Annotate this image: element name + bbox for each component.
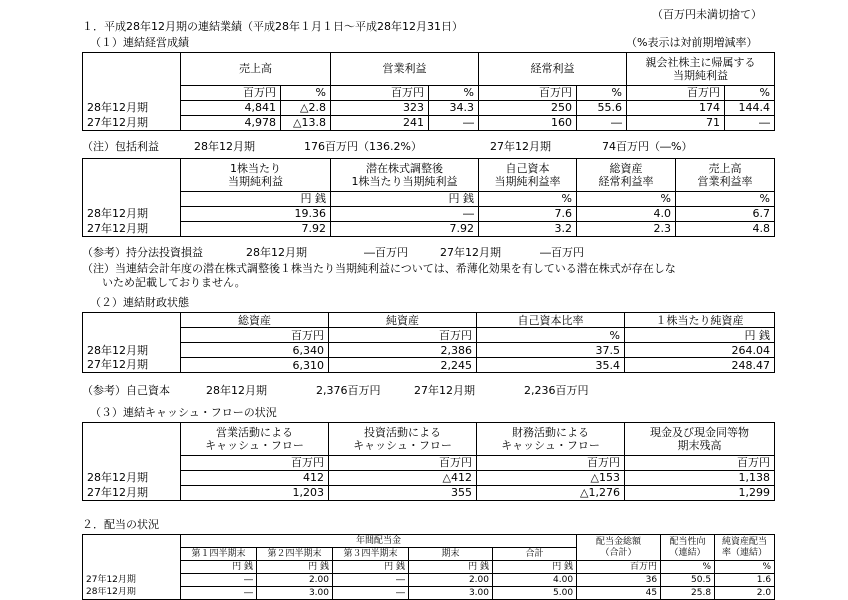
unit-cell: %	[479, 191, 577, 206]
table-cell: 2.3	[577, 221, 676, 236]
fp-header-net-assets: 純資産	[329, 313, 477, 328]
table-row	[83, 343, 775, 358]
div-corner	[83, 535, 181, 561]
comprehensive-label: （注）包括利益	[82, 140, 159, 153]
unit-cell: 円 銭	[181, 561, 257, 574]
section1-1-title: （１）連結経営成績	[90, 36, 189, 49]
table-cell: 4,978	[181, 115, 281, 130]
per-share-header-roa	[577, 159, 676, 192]
unit-cell: 円 銭	[257, 561, 333, 574]
div-header-q2: 第２四半期末	[257, 548, 333, 561]
unit-cell: 円 銭	[625, 328, 775, 343]
table-row	[83, 221, 775, 236]
table-row	[83, 470, 775, 485]
table-cell: ―	[725, 115, 775, 130]
fp-header-bps: １株当たり純資産	[625, 313, 775, 328]
table-row	[83, 485, 775, 500]
div-header-payout	[661, 535, 715, 561]
unit-cell: %	[676, 191, 775, 206]
row-label: 27年12月期	[83, 221, 181, 236]
unit-cell: 百万円	[181, 455, 329, 470]
table-cell: 5.00	[493, 587, 577, 600]
table-row	[83, 206, 775, 221]
table-cell: 7.92	[331, 221, 479, 236]
fp-header-total-assets: 総資産	[181, 313, 329, 328]
comprehensive-value-2: 74百万円（―%）	[602, 140, 693, 153]
table-cell: 6,340	[181, 343, 329, 358]
header-line: 現金及び現金同等物	[650, 425, 749, 439]
comprehensive-value-1: 176百万円（136.2%）	[304, 140, 422, 153]
row-label: 28年12月期	[83, 206, 181, 221]
table-cell: 19.36	[181, 206, 331, 221]
table-cell: 323	[331, 100, 429, 115]
financial-position-table	[82, 312, 775, 373]
table-cell: 144.4	[725, 100, 775, 115]
header-line: 1株当たり当期純利益	[351, 174, 458, 188]
table-cell: 2.00	[257, 574, 333, 587]
header-line: 営業利益率	[697, 174, 753, 188]
unit-cell: 百万円	[627, 85, 725, 100]
equity-method-period-1: 28年12月期	[246, 246, 307, 259]
table-row	[83, 115, 775, 130]
table-cell: 6,310	[181, 358, 329, 373]
table-cell: △13.8	[281, 115, 331, 130]
header-line: 純資産配当	[722, 536, 768, 547]
unit-cell: 百万円	[331, 85, 429, 100]
per-share-header-roe	[479, 159, 577, 192]
per-share-unit-blank	[83, 191, 181, 206]
unit-cell: 百万円	[479, 85, 577, 100]
fp-unit-blank	[83, 328, 181, 343]
unit-cell: %	[577, 85, 627, 100]
cash-flow-table	[82, 422, 775, 501]
section1-title: １．平成28年12月期の連結業績（平成28年１月１日～平成28年12月31日）	[82, 20, 463, 33]
table-cell: △412	[329, 470, 477, 485]
table-row	[83, 100, 775, 115]
header-line: 潜在株式調整後	[366, 161, 443, 175]
header-line: （連結）	[669, 547, 706, 558]
cf-header-operating	[181, 423, 329, 456]
table-cell: 4.8	[676, 221, 775, 236]
table-cell: 34.3	[429, 100, 479, 115]
equity-ref-value-2: 2,236百万円	[524, 384, 589, 397]
table-cell: 1,299	[625, 485, 775, 500]
header-line: 財務活動による	[512, 425, 589, 439]
results-table	[82, 52, 775, 131]
table-cell: 1,138	[625, 470, 775, 485]
table-cell: 3.2	[479, 221, 577, 236]
div-header-q3: 第３四半期末	[333, 548, 409, 561]
table-cell: 4,841	[181, 100, 281, 115]
cf-header-financing	[477, 423, 625, 456]
table-cell: 6.7	[676, 206, 775, 221]
results-header-net-line2: 当期純利益	[673, 68, 728, 82]
table-cell: 250	[479, 100, 577, 115]
table-cell: 37.5	[477, 343, 625, 358]
equity-ref-period-2: 27年12月期	[414, 384, 475, 397]
table-cell: ―	[429, 115, 479, 130]
div-header-q1: 第１四半期末	[181, 548, 257, 561]
table-cell: ―	[181, 574, 257, 587]
table-cell: ―	[577, 115, 627, 130]
unit-cell: %	[477, 328, 625, 343]
financial-position-title: （２）連結財政状態	[90, 296, 189, 309]
header-line: 期末残高	[677, 438, 722, 452]
div-header-total-amount	[577, 535, 661, 561]
results-header-ordinary: 経常利益	[479, 53, 627, 86]
row-label: 27年12月期	[83, 574, 181, 587]
comprehensive-period-2: 27年12月期	[490, 140, 551, 153]
note2-line2: いため記載しておりません。	[102, 276, 246, 289]
row-label: 28年12月期	[83, 470, 181, 485]
header-line: 1株当たり	[230, 161, 281, 175]
table-cell: 45	[577, 587, 661, 600]
table-cell: 7.92	[181, 221, 331, 236]
table-cell: 3.00	[409, 587, 493, 600]
cf-header-cash-balance	[625, 423, 775, 456]
row-label: 27年12月期	[83, 358, 181, 373]
table-cell: 4.0	[577, 206, 676, 221]
row-label: 28年12月期	[83, 343, 181, 358]
table-cell: 2.00	[409, 574, 493, 587]
pct-note: （%表示は対前期増減率）	[626, 36, 758, 49]
results-corner	[83, 53, 181, 86]
table-cell: 36	[577, 574, 661, 587]
results-unit-blank	[83, 85, 181, 100]
header-line: （合計）	[600, 547, 637, 558]
results-header-sales: 売上高	[181, 53, 331, 86]
comprehensive-period-1: 28年12月期	[194, 140, 255, 153]
cf-header-investing	[329, 423, 477, 456]
note2-line1: （注）当連結会計年度の潜在株式調整後１株当たり当期純利益については、希薄化効果を有している潜在株式が存在しな	[82, 262, 676, 275]
header-line: 率（連結）	[722, 547, 768, 558]
unit-note: （百万円未満切捨て）	[652, 8, 762, 21]
table-cell: 4.00	[493, 574, 577, 587]
table-cell: 241	[331, 115, 429, 130]
table-cell: 174	[627, 100, 725, 115]
header-line: 投資活動による	[364, 425, 441, 439]
unit-cell: %	[725, 85, 775, 100]
cf-unit-blank	[83, 455, 181, 470]
table-cell: 412	[181, 470, 329, 485]
fp-header-equity-ratio: 自己資本比率	[477, 313, 625, 328]
table-cell: 2.0	[715, 587, 775, 600]
table-row	[83, 574, 775, 587]
header-line: 自己資本	[505, 161, 550, 175]
per-share-corner	[83, 159, 181, 192]
unit-cell: %	[577, 191, 676, 206]
per-share-header-margin	[676, 159, 775, 192]
results-header-net-line1: 親会社株主に帰属する	[645, 55, 756, 69]
unit-cell: 円 銭	[331, 191, 479, 206]
table-row	[83, 587, 775, 600]
table-cell: 3.00	[257, 587, 333, 600]
equity-ref-value-1: 2,376百万円	[316, 384, 381, 397]
per-share-header-eps	[181, 159, 331, 192]
unit-cell: 円 銭	[333, 561, 409, 574]
header-line: 売上高	[708, 161, 742, 175]
header-line: キャッシュ・フロー	[353, 438, 452, 452]
table-cell: △2.8	[281, 100, 331, 115]
table-cell: ―	[181, 587, 257, 600]
unit-cell: 百万円	[477, 455, 625, 470]
table-cell: 35.4	[477, 358, 625, 373]
table-cell: 7.6	[479, 206, 577, 221]
div-unit-blank	[83, 561, 181, 574]
div-header-year-end: 期末	[409, 548, 493, 561]
table-cell: 2,386	[329, 343, 477, 358]
equity-method-value-2: ―百万円	[540, 246, 584, 259]
table-cell: 248.47	[625, 358, 775, 373]
header-line: 総資産	[609, 161, 643, 175]
header-line: キャッシュ・フロー	[501, 438, 600, 452]
results-header-net	[627, 53, 775, 86]
results-header-operating: 営業利益	[331, 53, 479, 86]
unit-cell: %	[715, 561, 775, 574]
equity-ref-period-1: 28年12月期	[206, 384, 267, 397]
table-cell: 264.04	[625, 343, 775, 358]
div-header-annual: 年間配当金	[181, 535, 577, 548]
unit-cell: %	[281, 85, 331, 100]
unit-cell: 百万円	[329, 328, 477, 343]
per-share-table	[82, 158, 775, 237]
header-line: 経常利益率	[598, 174, 654, 188]
table-cell: 1,203	[181, 485, 329, 500]
table-cell: △153	[477, 470, 625, 485]
row-label: 27年12月期	[83, 485, 181, 500]
table-cell: ―	[331, 206, 479, 221]
header-line: 配当性向	[669, 536, 706, 547]
table-cell: 160	[479, 115, 577, 130]
unit-cell: 円 銭	[409, 561, 493, 574]
header-line: 配当金総額	[596, 536, 642, 547]
dividends-title: ２．配当の状況	[82, 518, 159, 531]
table-cell: 1.6	[715, 574, 775, 587]
div-header-total: 合計	[493, 548, 577, 561]
div-header-ratio	[715, 535, 775, 561]
header-line: 当期純利益	[228, 174, 283, 188]
dividends-table	[82, 534, 775, 600]
unit-cell: 百万円	[329, 455, 477, 470]
row-label: 27年12月期	[83, 115, 181, 130]
table-row	[83, 358, 775, 373]
unit-cell: %	[429, 85, 479, 100]
row-label: 28年12月期	[83, 100, 181, 115]
table-cell: 50.5	[661, 574, 715, 587]
table-cell: ―	[333, 574, 409, 587]
unit-cell: 百万円	[625, 455, 775, 470]
unit-cell: 百万円	[577, 561, 661, 574]
header-line: キャッシュ・フロー	[205, 438, 304, 452]
equity-ref-label: （参考）自己資本	[82, 384, 170, 397]
unit-cell: %	[661, 561, 715, 574]
unit-cell: 円 銭	[493, 561, 577, 574]
equity-method-period-2: 27年12月期	[440, 246, 501, 259]
unit-cell: 百万円	[181, 85, 281, 100]
equity-method-value-1: ―百万円	[364, 246, 408, 259]
equity-method-label: （参考）持分法投資損益	[82, 246, 203, 259]
table-cell: 355	[329, 485, 477, 500]
table-cell: ―	[333, 587, 409, 600]
cash-flow-title: （３）連結キャッシュ・フローの状況	[90, 406, 277, 419]
table-cell: 71	[627, 115, 725, 130]
row-label: 28年12月期	[83, 587, 181, 600]
table-cell: 2,245	[329, 358, 477, 373]
header-line: 営業活動による	[216, 425, 293, 439]
table-cell: △1,276	[477, 485, 625, 500]
header-line: 当期純利益率	[494, 174, 561, 188]
per-share-header-diluted	[331, 159, 479, 192]
table-cell: 55.6	[577, 100, 627, 115]
fp-corner	[83, 313, 181, 328]
cf-corner	[83, 423, 181, 456]
unit-cell: 円 銭	[181, 191, 331, 206]
unit-cell: 百万円	[181, 328, 329, 343]
table-cell: 25.8	[661, 587, 715, 600]
